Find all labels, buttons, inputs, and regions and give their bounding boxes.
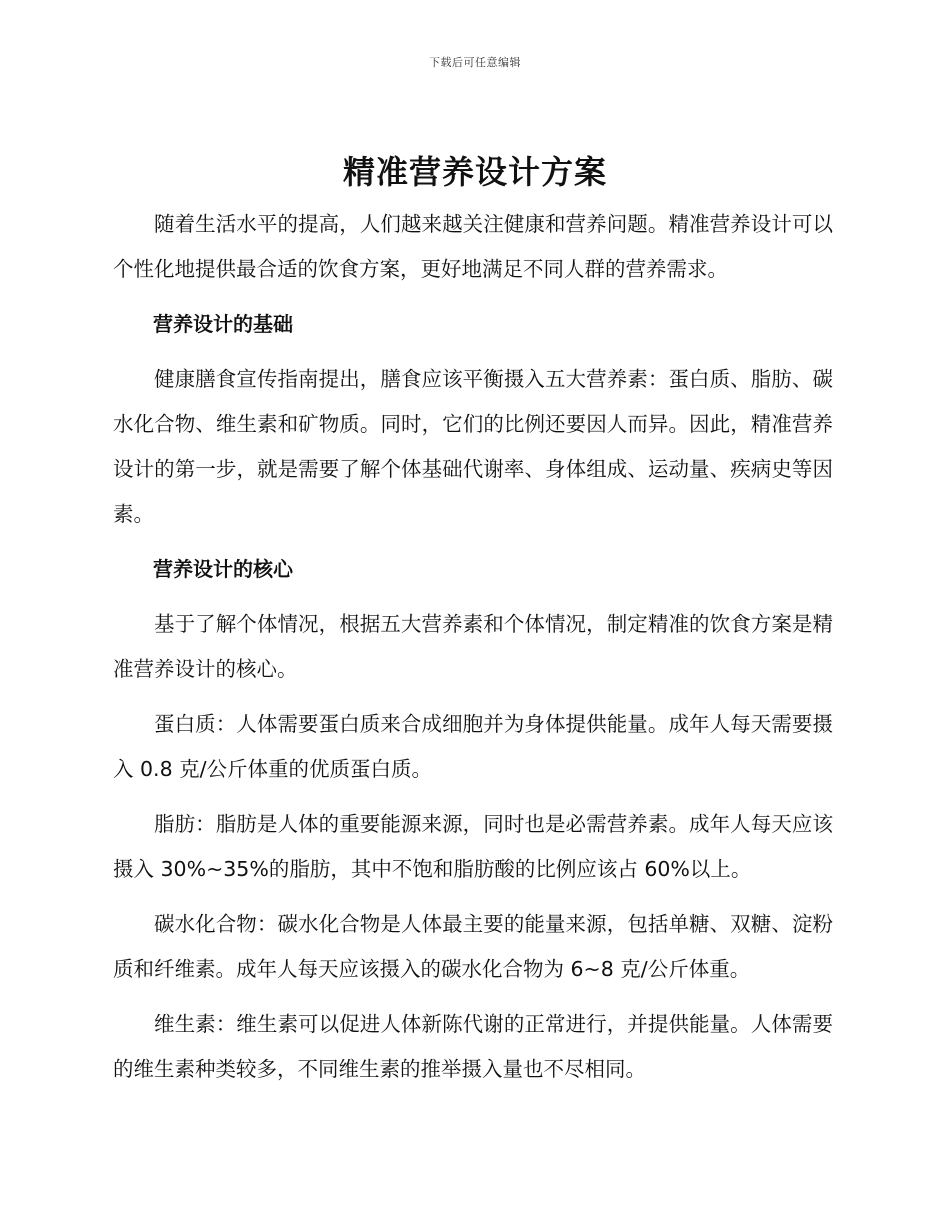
protein-paragraph: 蛋白质：人体需要蛋白质来合成细胞并为身体提供能量。成年人每天需要摄入 0.8 克/公斤体重的优质蛋白质。 [113,712,833,781]
section-heading-basis: 营养设计的基础 [153,312,293,336]
vitamins-paragraph: 维生素：维生素可以促进人体新陈代谢的正常进行，并提供能量。人体需要的维生素种类较多，不同维生素的推举摄入量也不尽相同。 [113,1012,833,1081]
basis-paragraph: 健康膳食宣传指南提出，膳食应该平衡摄入五大营养素：蛋白质、脂肪、碳水化合物、维生素和矿物质。同时，它们的比例还要因人而异。因此，精准营养设计的第一步，就是需要了解个体基础代谢率、身体组成、运动量、疾病史等因素。 [113,367,833,526]
intro-paragraph: 随着生活水平的提高，人们越来越关注健康和营养问题。精准营养设计可以个性化地提供最合适的饮食方案，更好地满足不同人群的营养需求。 [113,212,833,281]
carbs-paragraph: 碳水化合物：碳水化合物是人体最主要的能量来源，包括单糖、双糖、淀粉质和纤维素。成年人每天应该摄入的碳水化合物为 6~8 克/公斤体重。 [113,912,833,981]
header-note: 下载后可任意编辑 [429,56,521,69]
document-body [113,202,833,1102]
section-heading-core: 营养设计的核心 [153,557,293,581]
core-paragraph: 基于了解个体情况，根据五大营养素和个体情况，制定精准的饮食方案是精准营养设计的核心。 [113,612,833,681]
fat-paragraph: 脂肪：脂肪是人体的重要能源来源，同时也是必需营养素。成年人每天应该摄入 30%~35%的脂肪，其中不饱和脂肪酸的比例应该占 60%以上。 [113,812,833,881]
page-title: 精准营养设计方案 [342,153,607,191]
